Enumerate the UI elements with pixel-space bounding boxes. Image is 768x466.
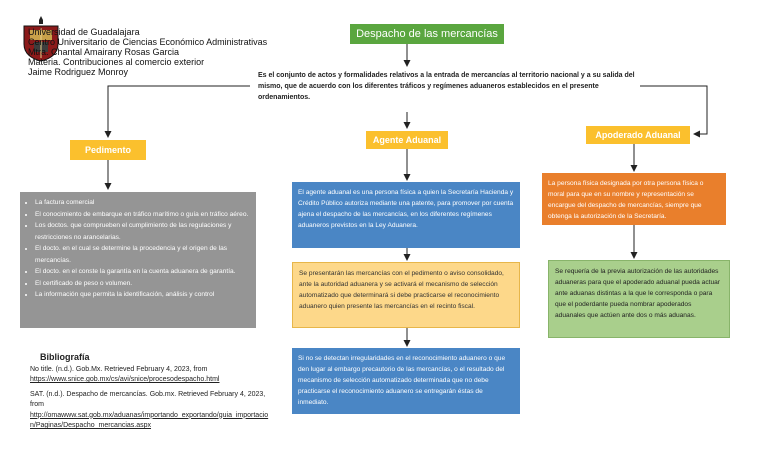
- definition-text: Es el conjunto de actos y formalidades relativos a la entrada de mercancías al territorio nacional y a su salida del mismo, que de acuerdo con los diferentes tráficos y regímenes aduaneros establecidos en el presente ordenamientos.: [258, 72, 635, 101]
- apoderado-authorization-box: Se requería de la previa autorización de las autoridades aduaneras para que el apoderado aduanal pueda actuar ante aduanas distintas a la que le corresponda o para que el poderdante pueda nombrar apoderados aduanales que actúen ante dos o más aduanas.: [548, 260, 730, 338]
- header-university: Universidad de Guadalajara: [28, 27, 140, 37]
- list-item: • El docto. en el cual se determine la procedencia y el origen de las mercancías.: [35, 243, 250, 266]
- pedimento-list: [20, 192, 256, 328]
- reference-item: [30, 365, 270, 386]
- list-item: • El conocimiento de embarque en tráfico marítimo o guía en tráfico aéreo.: [35, 209, 250, 221]
- list-item: • Los doctos. que comprueben el cumplimiento de las regulaciones y restricciones no arancelarias.: [35, 220, 250, 243]
- header-teacher: Mtra. Chantal Amairany Rosas Garcia: [28, 47, 180, 57]
- agente-release-box: Si no se detectan irregularidades en el reconocimiento aduanero o que den lugar al embargo precautorio de las mercancías, o el resultado del mecanismo de selección automatizado determinada que no debe practicarse el reconocimiento aduanero se entregarán éstas de inmediato.: [292, 348, 520, 414]
- header-center: Centro Universitario de Ciencias Económico Administrativas: [28, 37, 268, 47]
- diagram-title: Despacho de las mercancías: [350, 24, 504, 44]
- reference-link[interactable]: http://omawww.sat.gob.mx/aduanas/importando_exportando/guia_importacion/Paginas/Despacho_mercancias.aspx: [30, 411, 269, 429]
- bibliography: [30, 352, 270, 436]
- list-item: • El docto. en el conste la garantía en la cuenta aduanera de garantía.: [35, 266, 250, 278]
- apoderado-aduanal-label: Apoderado Aduanal: [586, 126, 690, 144]
- list-item: • El certificado de peso o volumen.: [35, 278, 250, 290]
- list-item: • La información que permita la identificación, análisis y control: [35, 289, 250, 301]
- agente-presentation-box: Se presentarán las mercancías con el pedimento o aviso consolidado, ante la autoridad aduanera y se activará el mecanismo de selección automatizado que determinará si debe practicarse el reconocimiento aduanero quien presente las mercancías en el recinto fiscal.: [292, 262, 520, 328]
- agente-aduanal-label: Agente Aduanal: [366, 131, 448, 149]
- reference-text: No title. (n.d.). Gob.Mx. Retrieved February 4, 2023, from: [30, 365, 208, 373]
- reference-link[interactable]: https://www.snice.gob.mx/cs/avi/snice/procesodespacho.html: [30, 376, 220, 383]
- connector-definition-pedimento: [108, 86, 250, 137]
- bibliography-title: Bibliografía: [40, 352, 90, 362]
- apoderado-definition-box: La persona física designada por otra persona física o moral para que en su nombre y representación se encargue del despacho de mercancías, siempre que obtenga la autorización de la Secretaría.: [542, 173, 726, 225]
- pedimento-label: Pedimento: [70, 140, 146, 160]
- header-subject: Materia. Contribuciones al comercio exterior: [28, 57, 205, 67]
- reference-item: [30, 390, 270, 432]
- list-item: • La factura comercial: [35, 197, 250, 209]
- agente-definition-box: El agente aduanal es una persona física a quien la Secretaría Hacienda y Crédito Público autoriza mediante una patente, para promover por cuenta ajena el despacho de las mercancías, en los diferentes regímenes aduaneros previstos en la Ley Aduanera.: [292, 182, 520, 248]
- reference-text: SAT. (n.d.). Despacho de mercancías. Gob.mx. Retrieved February 4, 2023, from: [30, 390, 266, 408]
- header-student: Jaime Rodriguez Monroy: [28, 67, 129, 77]
